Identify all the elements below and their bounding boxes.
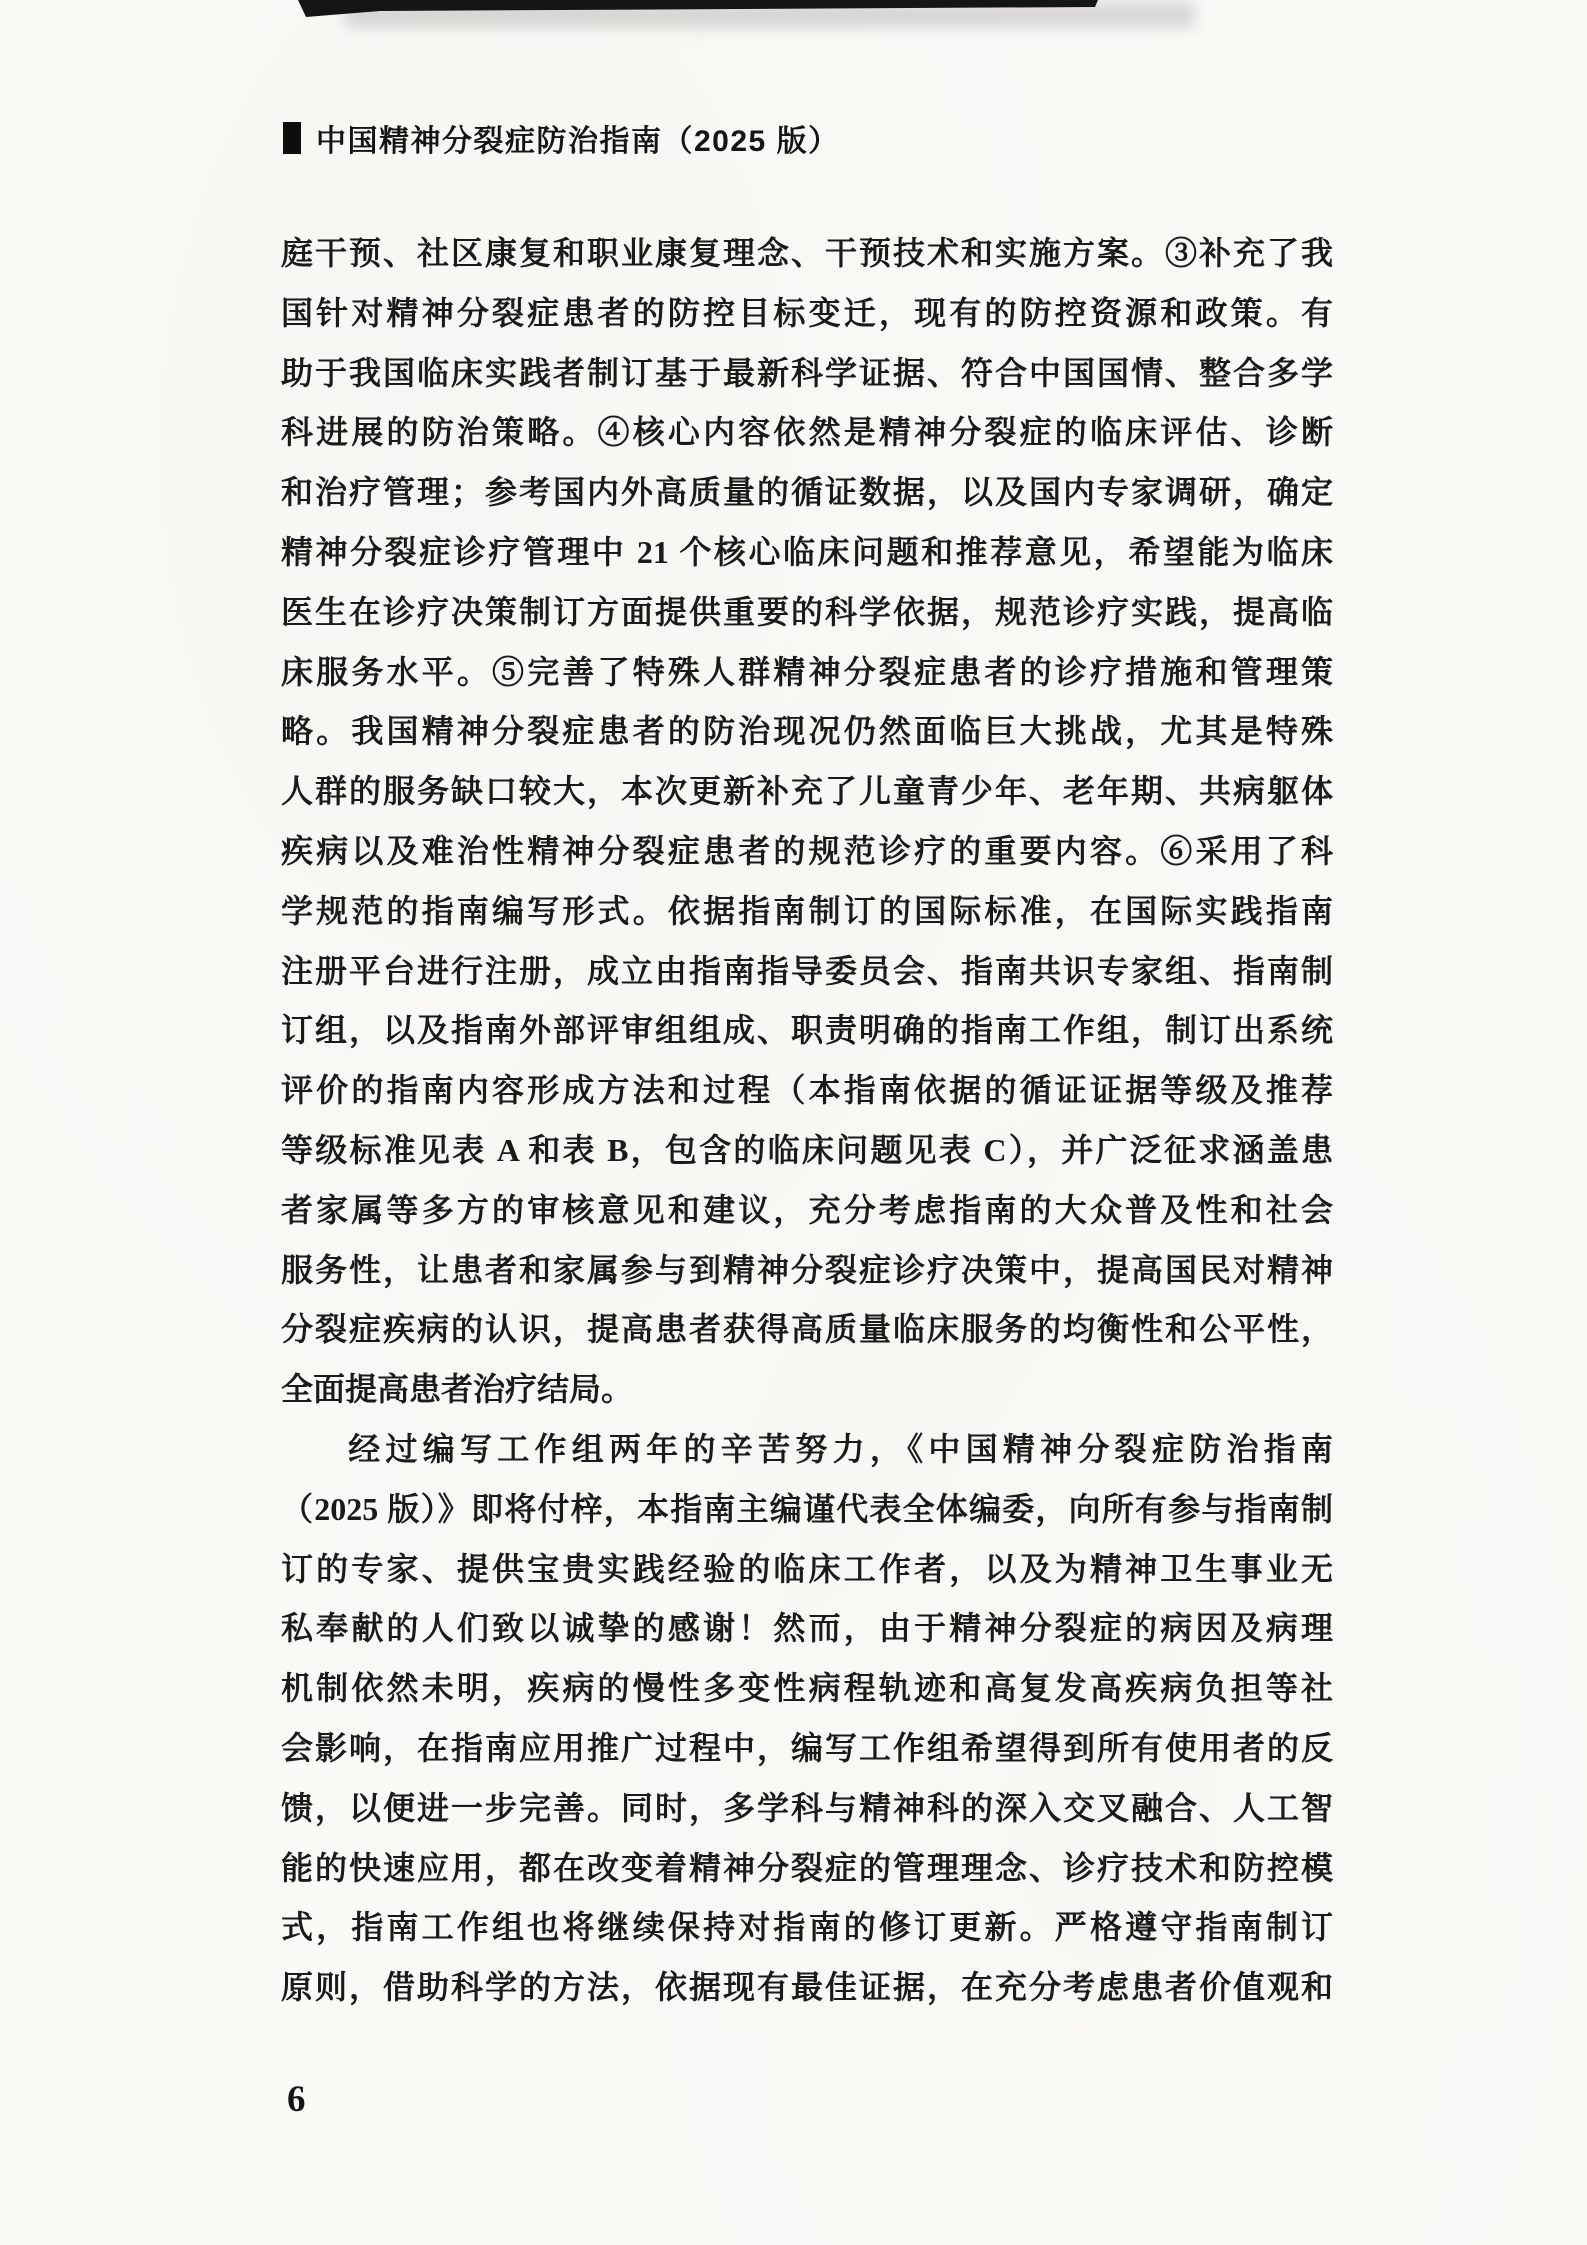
text-line: 者家属等多方的审核意见和建议，充分考虑指南的大众普及性和社会 — [281, 1191, 1333, 1228]
text-line: 服务性，让患者和家属参与到精神分裂症诊疗决策中，提高国民对精神 — [281, 1251, 1333, 1288]
text-line: （2025 版）》即将付梓，本指南主编谨代表全体编委，向所有参与指南制 — [281, 1490, 1333, 1527]
text-line: 订组，以及指南外部评审组组成、职责明确的指南工作组，制订出系统 — [281, 1012, 1333, 1049]
text-line: 订的专家、提供宝贵实践经验的临床工作者，以及为精神卫生事业无 — [281, 1550, 1333, 1587]
running-header — [283, 116, 840, 160]
text-line: 经过编写工作组两年的辛苦努力，《中国精神分裂症防治指南 — [348, 1430, 1333, 1467]
header-title: 中国精神分裂症防治指南（2025 版） — [316, 125, 840, 158]
text-line: 庭干预、社区康复和职业康复理念、干预技术和实施方案。③补充了我 — [281, 235, 1333, 271]
scan-shadow-artifact — [0, 0, 1587, 80]
text-line: 科进展的防治策略。④核心内容依然是精神分裂症的临床评估、诊断 — [281, 414, 1333, 451]
text-line: 精神分裂症诊疗管理中 21 个核心临床问题和推荐意见，希望能为临床 — [281, 533, 1333, 570]
text-line: 国针对精神分裂症患者的防控目标变迁，现有的防控资源和政策。有 — [281, 294, 1333, 331]
text-line: 馈，以便进一步完善。同时，多学科与精神科的深入交叉融合、人工智 — [281, 1789, 1333, 1826]
text-line: 学规范的指南编写形式。依据指南制订的国际标准，在国际实践指南 — [281, 892, 1333, 929]
text-line: 分裂症疾病的认识，提高患者获得高质量临床服务的均衡性和公平性， — [281, 1311, 1333, 1348]
text-line: 会影响，在指南应用推广过程中，编写工作组希望得到所有使用者的反 — [281, 1729, 1333, 1766]
text-line: 医生在诊疗决策制订方面提供重要的科学依据，规范诊疗实践，提高临 — [281, 593, 1333, 630]
text-line: 私奉献的人们致以诚挚的感谢！然而，由于精神分裂症的病因及病理 — [281, 1610, 1333, 1647]
text-line: 机制依然未明，疾病的慢性多变性病程轨迹和高复发高疾病负担等社 — [281, 1670, 1333, 1707]
text-line: 人群的服务缺口较大，本次更新补充了儿童青少年、老年期、共病躯体 — [281, 773, 1333, 810]
text-line: 略。我国精神分裂症患者的防治现况仍然面临巨大挑战，尤其是特殊 — [281, 713, 1333, 750]
text-line: 和治疗管理；参考国内外高质量的循证数据，以及国内专家调研，确定 — [281, 474, 1333, 511]
text-line: 评价的指南内容形成方法和过程（本指南依据的循证证据等级及推荐 — [281, 1072, 1333, 1109]
text-line: 注册平台进行注册，成立由指南指导委员会、指南共识专家组、指南制 — [281, 952, 1333, 989]
text-line: 原则，借助科学的方法，依据现有最佳证据，在充分考虑患者价值观和 — [281, 1969, 1333, 2006]
text-line: 式，指南工作组也将继续保持对指南的修订更新。严格遵守指南制订 — [281, 1909, 1333, 1946]
text-line: 等级标准见表 A 和表 B，包含的临床问题见表 C），并广泛征求涵盖患 — [281, 1131, 1333, 1168]
text-line: 助于我国临床实践者制订基于最新科学证据、符合中国国情、整合多学 — [281, 354, 1333, 391]
text-line: 床服务水平。⑤完善了特殊人群精神分裂症患者的诊疗措施和管理策 — [281, 653, 1333, 690]
page-number: 6 — [287, 2079, 306, 2120]
text-line: 疾病以及难治性精神分裂症患者的规范诊疗的重要内容。⑥采用了科 — [281, 832, 1333, 869]
body-text — [281, 224, 1333, 2018]
text-line: 全面提高患者治疗结局。 — [281, 1371, 634, 1408]
text-line: 能的快速应用，都在改变着精神分裂症的管理理念、诊疗技术和防控模 — [281, 1849, 1333, 1886]
header-marker-bar-icon — [283, 122, 301, 154]
